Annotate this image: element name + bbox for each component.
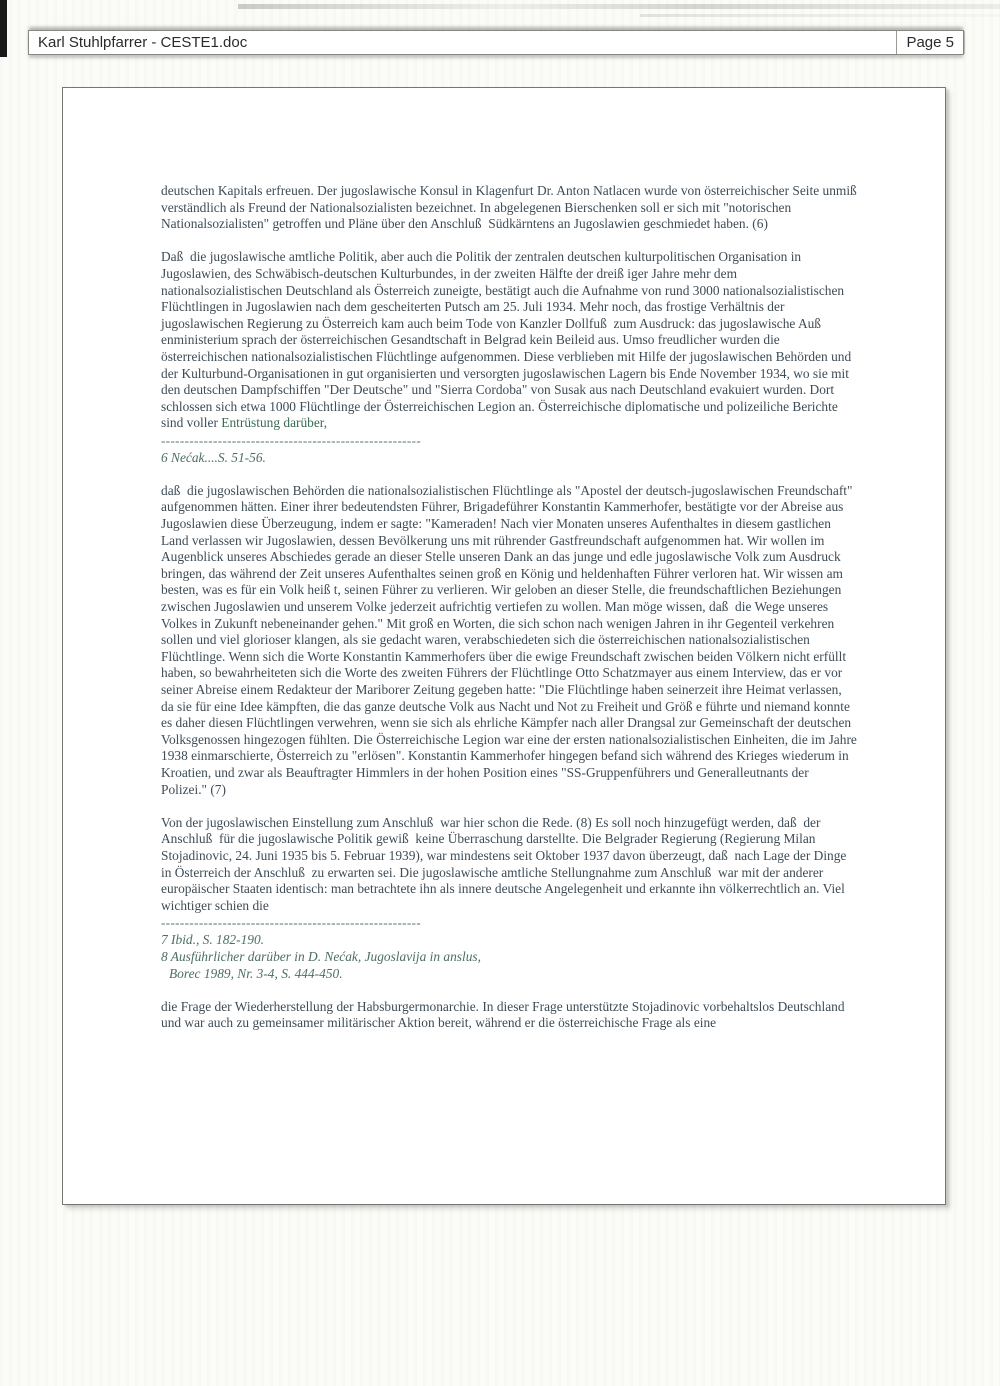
paragraph: deutschen Kapitals erfreuen. Der jugoslawische Konsul in Klagenfurt Dr. Anton Natlacen wurde von österreichischer Seite unmiß verständlich als Freund der Nationalsozialisten bezeichnet. In abgelegenen Bierschenken soll er sich mit "notorischen Nationalsozialisten" getroffen und Pläne über den Anschluß Südkärntens an Jugoslawien geschmiedet haben. (6) — [161, 183, 861, 232]
scan-artifact-top-streak-2 — [640, 14, 1000, 17]
footnote-7: 7 Ibid., S. 182-190. — [161, 932, 265, 948]
footnote-8-line-2: Borec 1989, Nr. 3-4, S. 444-450. — [169, 965, 343, 981]
footnote-block — [161, 432, 857, 467]
document-header-bar — [28, 30, 964, 55]
footnote-8-line-1: 8 Ausführlicher darüber in D. Nećak, Jugoslavija in anslus, — [161, 948, 481, 964]
page-content — [161, 183, 861, 1048]
footnote-separator: ------------------------------------------------------- — [161, 915, 422, 931]
scan-artifact-top-streak — [238, 4, 1000, 9]
page-indicator: Page 5 — [896, 31, 963, 54]
page-sheet — [62, 87, 946, 1205]
paragraph: die Frage der Wiederherstellung der Habsburgermonarchie. In dieser Frage unterstützte Stojadinovic vorbehaltslos Deutschland und war auch zu gemeinsamer militärischer Aktion bereit, während er die österreichische Frage als eine — [161, 998, 848, 1031]
footnote-6: 6 Nećak....S. 51-56. — [161, 449, 266, 465]
paragraph — [161, 249, 857, 432]
footnote-separator: ------------------------------------------------------- — [161, 432, 422, 448]
paragraph-main-text: Daß die jugoslawische amtliche Politik, aber auch die Politik der zentralen deutschen kulturpolitischen Organisation in Jugoslawien, des Schwäbisch-deutschen Kulturbundes, in der zweiten Hälfte der dreiß iger Jahre mehr dem nationalsozialistischen Deutschland als Österreich zuneigte, bestätigt auch die Aufnahme von rund 3000 nationalsozialistischen Flüchtlingen in Jugoslawien nach dem gescheiterten Putsch am 25. Juli 1934. Mehr noch, das frostige Verhältnis der jugoslawischen Regierung zu Österreich kam auch beim Tode von Kanzler Dollfuß zum Ausdruck: das jugoslawische Auß enministerium sprach der österreichischen Gesandtschaft in Belgrad kein Beileid aus. Umso freudlicher wurden die österreichischen nationalsozialistischen Flüchtlinge aufgenommen. Diese verblieben mit Hilfe der jugoslawischen Behörden und der Kulturbund-Organisationen in gut organisierten und versorgten jugoslawischen Lagern bis Ende November 1934, wo sie mit den deutschen Dampfschiffen "Der Deutsche" und "Sierra Cordoba" von Susak aus nach Deutschland evakuiert wurden. Dort schlossen sich etwa 1000 Flüchtlinge der Österreichischen Legion an. Österreichische diplomatische und polizeiliche Berichte sind voller — [161, 249, 855, 431]
highlighted-phrase: Entrüstung darüber, — [221, 415, 328, 431]
paragraph: daß die jugoslawischen Behörden die nationalsozialistischen Flüchtlinge als "Apostel der deutsch-jugoslawischen Freundschaft" aufgenommen hätten. Einer ihrer bedeutendsten Führer, Brigadeführer Konstantin Kammerhofer, bestätigte vor der Abreise aus Jugoslawien diese Überzeugung, indem er sagte: "Kameraden! Nach vier Monaten unseres Aufenthaltes in diesem gastlichen Land verlassen wir Jugoslawien, dessen Bevölkerung uns mit rührender Gastfreundschaft aufgenommen hat. Wir wollen im Augenblick unseres Abschiedes gerade an dieser Stelle unseren Dank an das junge und edle jugoslawische Volk zum Ausdruck bringen, das während der Zeit unseres Aufenthaltes seinen groß en König und heldenhaften Führer verloren hat. Wir wissen am besten, was es für ein Volk heiß t, seinen Führer zu verlieren. Wir geloben an dieser Stelle, die freundschaftlichen Beziehungen zwischen Jugoslawien und unserem Volke jederzeit aufrichtig vertiefen zu wollen. Man möge wissen, daß die Wege unseres Volkes in Zukunft nebeneinander gehen." Mit groß en Worten, die sich schon nach wenigen Jahren in ihr Gegenteil verkehren sollen und viel glorioser klangen, als sie gedacht waren, verabschiedeten sich die österreichischen nationalsozialistischen Flüchtlinge. Wenn sich die Worte Konstantin Kammerhofers über die ewige Freundschaft zwischen beiden Völkern nicht erfüllt haben, so bewahrheiteten sich die Worte des zweiten Führers der Flüchtlinge Otto Schatzmayer aus einem Interview, das er vor seiner Abreise einem Redakteur der Mariborer Zeitung gegeben hatte: "Die Flüchtlinge haben seinerzeit ihre Heimat verlassen, da sie für eine Idee kämpften, die das ganze deutsche Volk aus Nacht und Not zu Freiheit und Größ e führte und niemand konnte es daher diesen Flüchtlingen verwehren, wenn sie sich als ehrliche Kämpfer nach aller Drangsal zur Gemeinschaft der deutschen Volksgenossen hingezogen fühlten. Die Österreichische Legion war eine der ersten nationalsozialistischen Einheiten, die im Jahre 1938 einmarschierte, Österreich zu "erlösen". Konstantin Kammerhofer hingegen befand sich während des Krieges wiederum in Kroatien, und zwar als Beauftragter Himmlers in der hohen Position eines "SS-Gruppenführers und Generalleutnants der Polizei." (7) — [161, 482, 861, 797]
document-title: Karl Stuhlpfarrer - CESTE1.doc — [38, 34, 248, 51]
footnote-block — [161, 917, 857, 982]
scan-artifact-left-bar — [0, 0, 7, 57]
paragraph: Von der jugoslawischen Einstellung zum Anschluß war hier schon die Rede. (8) Es soll noch hinzugefügt werden, daß der Anschluß für die jugoslawische Politik gewiß keine Überraschung darstellte. Die Belgrader Regierung (Regierung Milan Stojadinovic, 24. Juni 1935 bis 5. Februar 1939), war mindestens seit Oktober 1937 davon überzeugt, daß nach Lage der Dinge in Österreich der Anschluß zu erwarten sei. Die jugoslawische amtliche Stellungnahme zum Anschluß war mit der anderer europäischer Staaten identisch: man betrachtete ihn als innere deutsche Angelegenheit und erkannte ihn völkerrechtlich an. Viel wichtiger schien die — [161, 814, 850, 913]
